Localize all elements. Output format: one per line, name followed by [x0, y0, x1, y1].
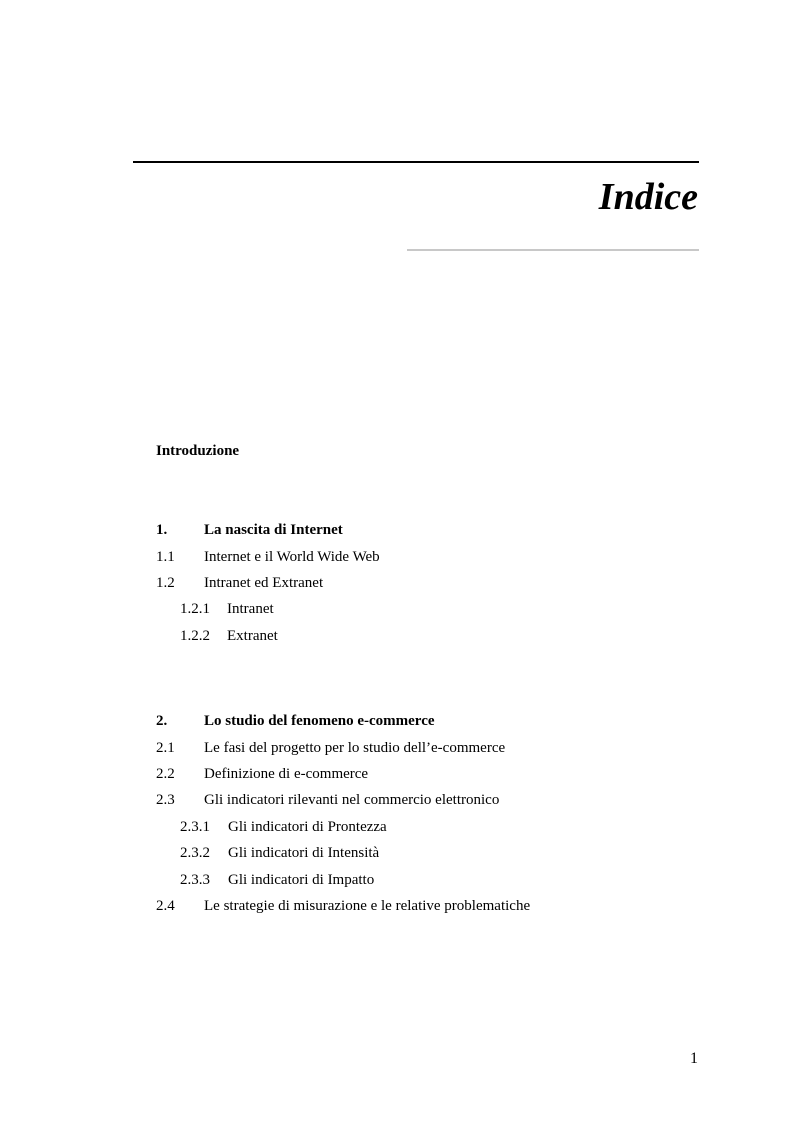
toc-chapter-number: 1. — [156, 522, 168, 538]
toc-chapter-title: Lo studio del fenomeno e-commerce — [204, 713, 435, 729]
toc-subsection-number: 2.3.2 — [180, 845, 210, 861]
toc-section-number: 2.2 — [156, 766, 175, 782]
toc-subsection-title: Intranet — [227, 601, 274, 617]
toc-section-title: Gli indicatori rilevanti nel commercio elettronico — [204, 792, 500, 808]
toc-section-title: Le strategie di misurazione e le relative problematiche — [204, 898, 531, 914]
header-sub-rule — [407, 249, 699, 251]
toc-subsection-title: Gli indicatori di Prontezza — [228, 819, 387, 835]
toc-section-number: 1.2 — [156, 575, 175, 591]
toc-section-title: Definizione di e-commerce — [204, 766, 369, 782]
toc-subsection-title: Gli indicatori di Intensità — [228, 845, 380, 861]
toc-subsection-number: 2.3.3 — [180, 872, 210, 888]
page-title: Indice — [598, 176, 698, 218]
toc-entry-title: Introduzione — [156, 443, 240, 459]
toc-chapter-title: La nascita di Internet — [204, 522, 343, 538]
toc-subsection-title: Extranet — [227, 628, 278, 644]
toc-section-number: 2.1 — [156, 740, 175, 756]
toc-subsection-number: 1.2.2 — [180, 628, 210, 644]
toc-section-number: 1.1 — [156, 549, 175, 565]
page-number: 1 — [690, 1050, 698, 1067]
toc-section-title: Le fasi del progetto per lo studio dell’e-commerce — [204, 740, 506, 756]
header-top-rule — [133, 161, 699, 163]
toc-subsection-number: 1.2.1 — [180, 601, 210, 617]
toc-section-number: 2.4 — [156, 898, 175, 914]
toc-subsection-title: Gli indicatori di Impatto — [228, 872, 375, 888]
toc-section-title: Internet e il World Wide Web — [204, 549, 380, 565]
toc-section-title: Intranet ed Extranet — [204, 575, 324, 591]
toc-subsection-number: 2.3.1 — [180, 819, 210, 835]
toc-chapter-number: 2. — [156, 713, 168, 729]
toc-section-number: 2.3 — [156, 792, 175, 808]
